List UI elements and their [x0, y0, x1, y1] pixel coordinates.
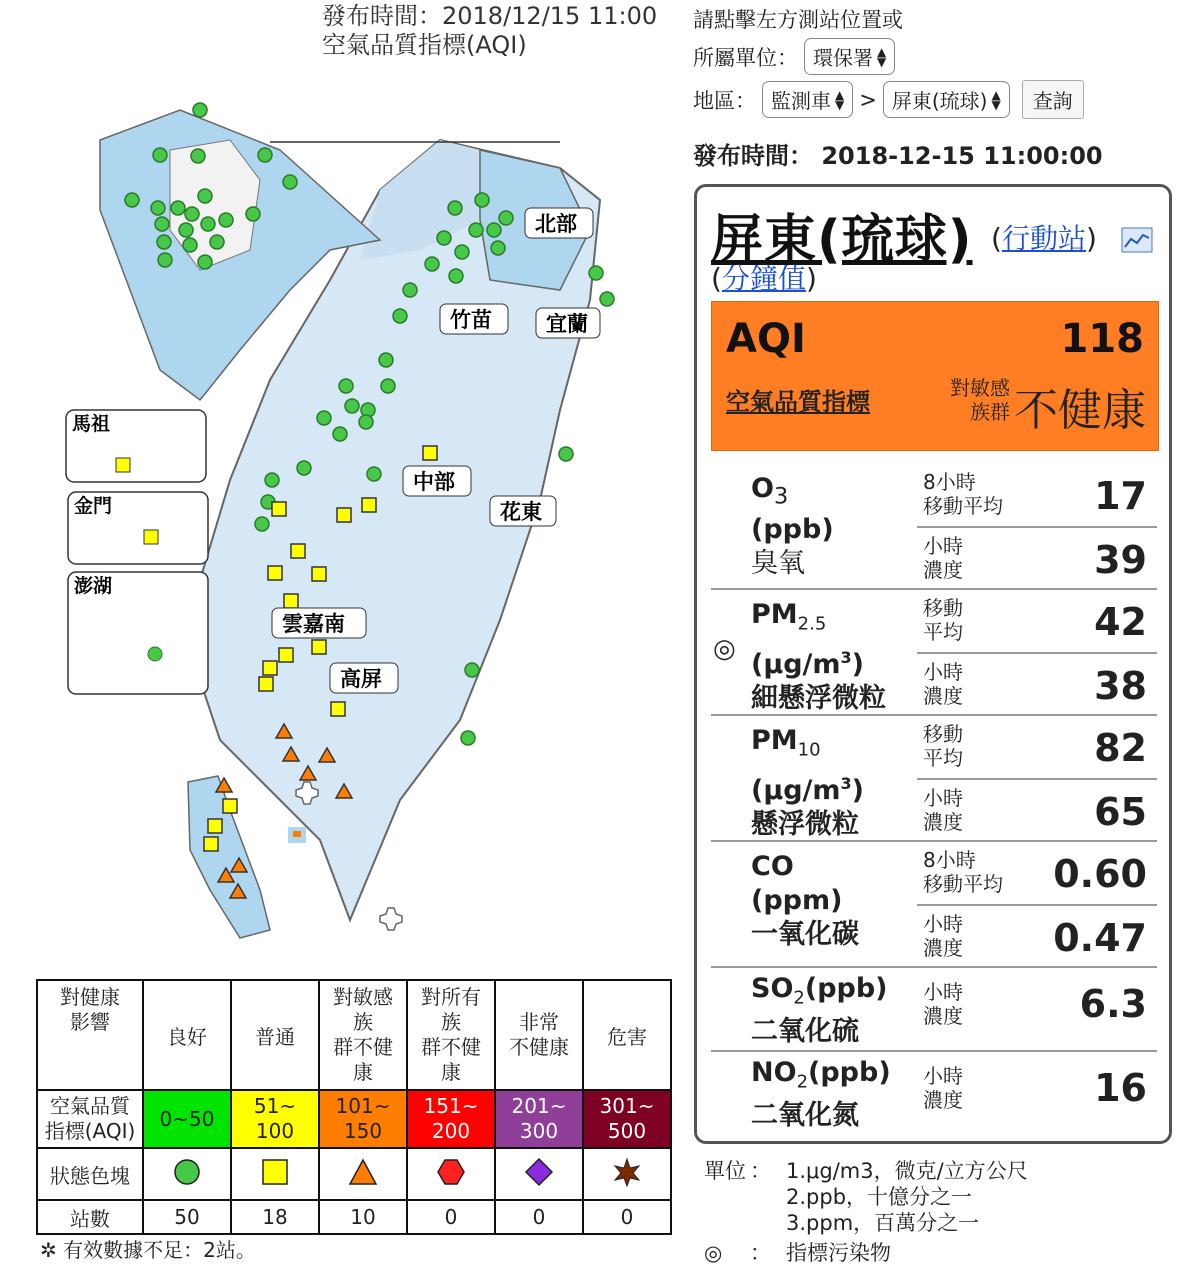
penghu-station[interactable]: [148, 647, 162, 661]
pm25-hour-value: 38: [1094, 664, 1147, 708]
station-select-value: 屏東(琉球): [891, 89, 988, 113]
no2-row-hour-label: 小時 濃度: [923, 1064, 963, 1112]
unit-notes-colon: ：: [750, 1159, 771, 1183]
legend-count-very-unhealthy: 0: [495, 1200, 583, 1234]
pm10-avg-value: 82: [1094, 726, 1147, 770]
station-select[interactable]: [883, 81, 1010, 118]
insufficient-text: 有效數據不足：2站。: [63, 1238, 256, 1262]
unit-notes-label: 單位: [704, 1159, 746, 1183]
kinmen-station[interactable]: [144, 530, 158, 544]
aqi-label: AQI: [726, 316, 806, 362]
legend-shape-hazardous: [583, 1148, 671, 1200]
o3-row-hour-label: 小時 濃度: [923, 534, 963, 582]
so2-row-hour-label: 小時 濃度: [923, 980, 963, 1028]
legend-level-unhealthy: 對所有 族 群不健 康: [407, 980, 495, 1090]
region-gaoping[interactable]: 高屏: [340, 667, 382, 691]
station-type: (行動站): [991, 222, 1097, 255]
hint-line: [693, 4, 903, 34]
region-yilan[interactable]: 宜蘭: [546, 312, 588, 336]
pollutant-no2-name: $NO_2(ppb)$ 二氧化氮: [751, 1057, 891, 1132]
pm10-row-avg: [917, 716, 1157, 780]
legend-shape-good: [143, 1148, 231, 1200]
penghu-label: 澎湖: [74, 575, 113, 597]
circle-icon: [172, 1157, 202, 1187]
pm10-row-avg-label: 移動 平均: [923, 722, 963, 770]
legend-level-moderate: 普通: [231, 980, 319, 1090]
chart-icon[interactable]: [1121, 227, 1153, 253]
area-select[interactable]: [762, 81, 853, 118]
map-publish-time: 發布時間：2018/12/15 11:00: [322, 2, 658, 30]
legend-shape-unhealthy: [407, 1148, 495, 1200]
legend-range-unhealthy: 151~ 200: [407, 1090, 495, 1148]
pollutant-no2-values: [917, 1052, 1157, 1132]
pm25-row-avg-label: 移動 平均: [923, 596, 963, 644]
legend-count-moderate: 18: [231, 1200, 319, 1234]
legend-shape-sensitive: [319, 1148, 407, 1200]
area-row: [693, 80, 1084, 119]
area-select-value: 監測車: [771, 89, 831, 113]
map-header: [322, 2, 657, 60]
pollutant-pm25-values: [917, 590, 1157, 716]
legend-shape-very-unhealthy: [495, 1148, 583, 1200]
pm25-row-hour-label: 小時 濃度: [923, 660, 963, 708]
co-8hr-value: 0.60: [1053, 852, 1147, 896]
legend-range-very-unhealthy: 201~ 300: [495, 1090, 583, 1148]
bullseye-icon: ◎: [704, 1241, 723, 1265]
main-pollutant-icon: ◎: [713, 634, 736, 664]
o3-8hr-value: 17: [1094, 474, 1147, 518]
no2-row-hour: [917, 1052, 1157, 1132]
legend-aqi-row-header: 空氣品質 指標(AQI): [37, 1090, 143, 1148]
aqi-status: 不健康: [1014, 385, 1146, 436]
select-arrows-icon: ▲ ▼: [991, 87, 1001, 112]
minute-values-link[interactable]: 分鐘值: [721, 262, 806, 295]
query-button[interactable]: 查詢: [1022, 80, 1084, 119]
o3-row-8hr-label: 8小時 移動平均: [923, 470, 1003, 518]
co-row-hour: [917, 906, 1157, 968]
pollutant-co-values: [917, 842, 1157, 968]
hexagon-icon: [436, 1157, 466, 1187]
no2-hour-value: 16: [1094, 1066, 1147, 1110]
unit-select[interactable]: [804, 38, 895, 75]
matsu-station[interactable]: [116, 458, 130, 472]
pm25-row-hour: [917, 654, 1157, 716]
pollutant-so2-values: [917, 968, 1157, 1048]
unit-row: [693, 38, 895, 75]
unit-note-3: 3.ppm，百萬分之一: [786, 1211, 980, 1235]
unit-notes-list: [786, 1158, 1028, 1236]
unit-notes: [704, 1158, 1028, 1266]
pollutant-co: [711, 842, 1157, 966]
pollutant-pm25: [711, 590, 1157, 714]
diamond-icon: [524, 1157, 554, 1187]
unit-notes-row: [704, 1158, 1028, 1236]
legend-count-sensitive: 10: [319, 1200, 407, 1234]
area-arrow: >: [859, 87, 877, 112]
legend-level-very-unhealthy: 非常 不健康: [495, 980, 583, 1090]
pollutant-pm10: [711, 716, 1157, 840]
legend-level-sensitive: 對敏感 族 群不健 康: [319, 980, 407, 1090]
region-zhumiao[interactable]: 竹苗: [450, 308, 492, 332]
matsu-label: 馬祖: [72, 413, 111, 435]
pollutant-so2: [711, 968, 1157, 1050]
kinmen-label: 金門: [74, 495, 113, 517]
unit-note-1: 1.μg/m3，微克/立方公尺: [786, 1159, 1028, 1183]
o3-row-hour: [917, 528, 1157, 590]
star-icon: [612, 1157, 642, 1187]
area-label: 地區：: [693, 88, 756, 113]
pm25-avg-value: 42: [1094, 600, 1147, 644]
legend-shape-row-header: 狀態色塊: [37, 1148, 143, 1200]
insufficient-icon: ✲: [40, 1238, 57, 1262]
pollutant-o3: [711, 464, 1157, 588]
insufficient-data-note: [40, 1234, 256, 1263]
unit-select-value: 環保署: [813, 46, 873, 70]
legend-count-hazardous: 0: [583, 1200, 671, 1234]
station-name: 屏東(琉球): [711, 210, 973, 270]
station-type-link[interactable]: 行動站: [1001, 222, 1086, 255]
unit-note-2: 2.ppb，十億分之一: [786, 1185, 973, 1209]
pm10-row-hour-label: 小時 濃度: [923, 786, 963, 834]
legend-count-unhealthy: 0: [407, 1200, 495, 1234]
legend-shape-moderate: [231, 1148, 319, 1200]
aqi-value: 118: [1060, 316, 1144, 362]
co-row-8hr-label: 8小時 移動平均: [923, 848, 1003, 896]
legend-level-hazardous: 危害: [583, 980, 671, 1090]
select-arrows-icon: ▲ ▼: [835, 87, 845, 112]
legend-count-good: 50: [143, 1200, 231, 1234]
legend-range-good: 0~50: [143, 1090, 231, 1148]
pollutant-o3-name: $O_3$ (ppb) 臭氧: [751, 473, 834, 580]
pollutant-co-name: CO (ppm) 一氧化碳: [751, 851, 859, 950]
pollutant-no2: [711, 1052, 1157, 1134]
co-row-8hr: [917, 842, 1157, 906]
select-arrows-icon: ▲ ▼: [877, 44, 887, 69]
legend-range-sensitive: 101~ 150: [319, 1090, 407, 1148]
map-title: 空氣品質指標(AQI): [322, 31, 527, 59]
so2-hour-value: 6.3: [1079, 982, 1147, 1026]
pm10-hour-value: 65: [1094, 790, 1147, 834]
taiwan-aqi-map[interactable]: [60, 90, 640, 950]
pollutant-so2-name: $SO_2(ppb)$ 二氧化硫: [751, 973, 888, 1048]
main-pollutant-text: 指標污染物: [786, 1241, 891, 1265]
legend-level-good: 良好: [143, 980, 231, 1090]
o3-hour-value: 39: [1094, 538, 1147, 582]
main-pollutant-note: [704, 1240, 1028, 1266]
pm10-row-hour: [917, 780, 1157, 842]
pollutant-o3-values: [917, 464, 1157, 590]
region-yunjianan[interactable]: 雲嘉南: [282, 612, 345, 636]
hint-text: 請點擊左方測站位置或: [693, 8, 903, 32]
pollutant-pm25-name: $PM_{2.5}$ $(\mu g/m^3)$ 細懸浮微粒: [751, 599, 886, 715]
pm25-row-avg: [917, 590, 1157, 654]
minute-values: (分鐘值): [711, 262, 817, 295]
legend-health-header: 對健康 影響: [37, 980, 143, 1090]
aqi-legend-table: [36, 979, 672, 1235]
triangle-icon: [348, 1157, 378, 1187]
so2-row-hour: [917, 968, 1157, 1048]
square-icon: [260, 1157, 290, 1187]
liuqiu-station-marker[interactable]: [293, 831, 301, 837]
region-north[interactable]: 北部: [535, 212, 577, 236]
aqi-sensitive-group: 對敏感 族群: [950, 376, 1010, 424]
aqi-sub-link[interactable]: 空氣品質指標: [726, 388, 870, 416]
legend-range-moderate: 51~ 100: [231, 1090, 319, 1148]
unit-label: 所屬單位：: [693, 45, 798, 70]
legend-count-row-header: 站數: [37, 1200, 143, 1234]
o3-row-8hr: [917, 464, 1157, 528]
co-row-hour-label: 小時 濃度: [923, 912, 963, 960]
pollutant-pm10-values: [917, 716, 1157, 842]
main-pollutant-colon: ：: [750, 1241, 771, 1265]
region-central[interactable]: 中部: [413, 470, 455, 494]
co-hour-value: 0.47: [1053, 916, 1147, 960]
pollutant-pm10-name: $PM_{10}$ $(\mu g/m^3)$ 懸浮微粒: [751, 725, 865, 841]
publish-time: 發布時間： 2018-12-15 11:00:00: [693, 142, 1103, 170]
station-card: [694, 184, 1172, 1144]
legend-range-hazardous: 301~ 500: [583, 1090, 671, 1148]
aqi-box: [711, 301, 1159, 451]
region-huadong[interactable]: 花東: [500, 500, 542, 524]
